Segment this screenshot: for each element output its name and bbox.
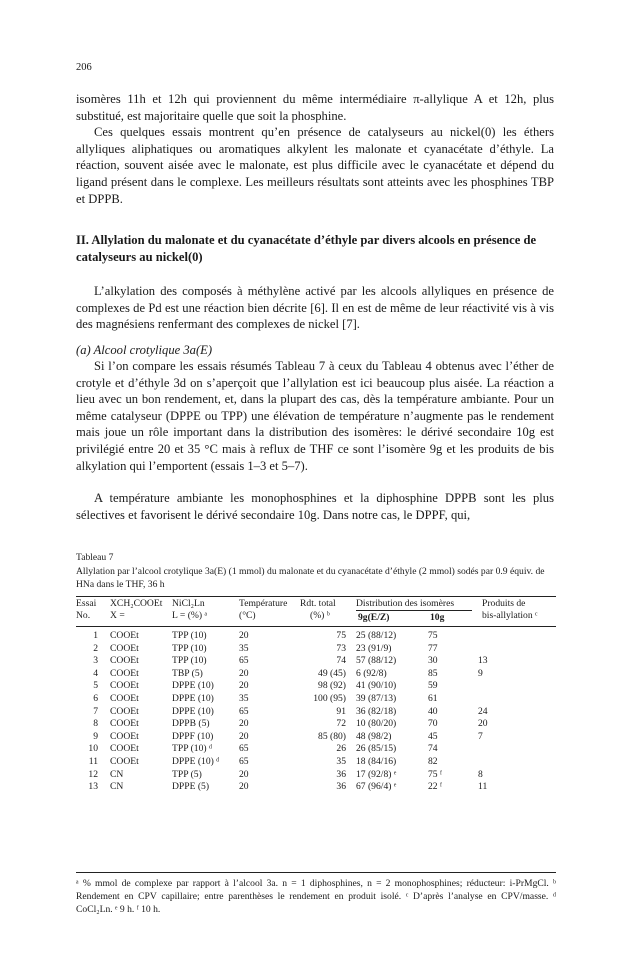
- cell-yield: 85 (80): [318, 730, 346, 742]
- cell-essai-no: 6: [93, 693, 98, 704]
- cell-yield: 72: [336, 718, 346, 730]
- table-row: [76, 680, 556, 692]
- cell-yield: 49 (45): [318, 667, 346, 679]
- cell-temperature: 20: [239, 730, 249, 742]
- table-header-rule: [76, 626, 556, 627]
- cell-isomer-10g: 61: [428, 693, 438, 704]
- subsection-heading: (a) Alcool crotylique 3a(E): [76, 343, 213, 357]
- cell-yield: 26: [336, 743, 346, 755]
- paragraph-4: [76, 358, 554, 474]
- cell-ligand: TBP (5): [172, 667, 203, 679]
- cell-essai-no: 4: [93, 667, 98, 679]
- cell-ligand: DPPE (10): [172, 680, 214, 692]
- paragraph-3-text: L’alkylation des composés à méthylène activé par les alcools allyliques en présence de complexes de Pd est une réaction bien décrite [6]. Il en est de même de leur réactivité vis à vis des magnésiens renfermant des complexes de nickel [7].: [76, 284, 554, 332]
- paragraph-2-text: Ces quelques essais montrent qu’en présence de catalyseurs au nickel(0) les éthers allyliques aliphatiques ou aromatiques alkylent les malonate et cyanacétate d’éthyle. La réaction, souvent aisée avec le malonate, est plus difficile avec le cyanacétate et dépend du ligand présent dans le complexe. Les meilleurs résultats sont atteints avec les phosphines TBP et DPPB.: [76, 125, 554, 206]
- section-heading: II. Allylation du malonate et du cyanacétate d’éthyle par divers alcools en présence de catalyseurs au nickel(0): [76, 233, 537, 264]
- table-row: [76, 769, 556, 781]
- header-x: X =: [110, 610, 125, 621]
- cell-essai-no: 8: [93, 718, 98, 730]
- table-row: [76, 693, 556, 705]
- cell-temperature: 65: [239, 705, 249, 717]
- page-number: 206: [76, 62, 92, 73]
- cell-temperature: 35: [239, 693, 249, 704]
- table-footnote: ᵃ % mmol de complexe par rapport à l’alcool 3a. n = 1 diphosphines, n = 2 monophosphines; réducteur: i-PrMgCl. ᵇ Rendement en CPV capillaire; entre parenthèses le rendement en produit isolé. ᶜ D’après l’analyse en CPV/masse. ᵈ CoCl₂Ln. ᵉ 9 h. ᶠ 10 h.: [76, 878, 556, 915]
- table-row: [76, 668, 556, 680]
- cell-temperature: 20: [239, 667, 249, 679]
- cell-isomer-10g: 40: [428, 705, 438, 717]
- cell-yield: 74: [336, 655, 346, 667]
- cell-isomer-10g: 22 ᶠ: [428, 781, 442, 793]
- cell-bis-allylation: 20: [478, 718, 488, 730]
- cell-x-group: COOEt: [110, 693, 139, 704]
- cell-yield: 73: [336, 642, 346, 654]
- table-row: [76, 706, 556, 718]
- table-bottom-rule: [76, 872, 556, 873]
- cell-ligand: DPPE (5): [172, 781, 210, 793]
- cell-isomer-9g: 41 (90/10): [356, 680, 397, 692]
- paragraph-5: [76, 490, 554, 523]
- header-xch: XCH₂COOEt: [110, 598, 163, 609]
- header-essai: Essai: [76, 598, 97, 609]
- cell-x-group: CN: [110, 768, 124, 780]
- cell-essai-no: 1: [93, 630, 98, 641]
- paragraph-4-text: Si l’on compare les essais résumés Tableau 7 à ceux du Tableau 4 obtenus avec l’éther de crotyle et d’éthyle 3d on s’aperçoit que l’allylation est ici beaucoup plus aisée. La réaction a lieu avec un bon rendement, et, dans la plupart des cas, dès la température ambiante. Pour un même catalyseur (DPPE ou TPP) une élévation de température n’augmente pas le rendement mais joue un rôle important dans la distribution des isomères: le dérivé secondaire 10g est privilégié entre 20 et 35 °C mais à reflux de THF ce sont l’isomère 9g et les produits de bis alkylation qui l’emportent (essais 1–3 et 5–7).: [76, 359, 554, 473]
- cell-yield: 36: [336, 768, 346, 780]
- cell-x-group: COOEt: [110, 655, 139, 667]
- cell-ligand: TPP (10) ᵈ: [172, 743, 212, 755]
- header-no: No.: [76, 610, 91, 621]
- header-bis-2: bis-allylation ᶜ: [482, 610, 538, 621]
- cell-essai-no: 10: [88, 743, 98, 755]
- table-caption: Allylation par l’alcool crotylique 3a(E) (1 mmol) du malonate et du cyanacétate d’éthyle (2 mmol) sodés par 0.9 équiv. de HNa dans le THF, 36 h: [76, 566, 545, 590]
- cell-essai-no: 3: [93, 655, 98, 667]
- table-top-rule: [76, 596, 556, 597]
- header-distribution: Distribution des isomères: [356, 598, 455, 609]
- cell-isomer-10g: 77: [428, 642, 438, 654]
- cell-temperature: 20: [239, 630, 249, 641]
- table-row: [76, 643, 556, 655]
- table-row: [76, 756, 556, 768]
- paragraph-1-text: isomères 11h et 12h qui proviennent du même intermédiaire π-allylique A et 12h, plus substitué, est majoritaire quelle que soit la phosphine.: [76, 92, 554, 123]
- cell-x-group: COOEt: [110, 630, 139, 641]
- paragraph-1: [76, 91, 554, 207]
- cell-ligand: TPP (10): [172, 642, 207, 654]
- cell-ligand: DPPB (5): [172, 718, 210, 730]
- cell-essai-no: 9: [93, 730, 98, 742]
- cell-essai-no: 7: [93, 705, 98, 717]
- cell-ligand: DPPE (10): [172, 693, 214, 704]
- cell-isomer-9g: 26 (85/15): [356, 743, 397, 755]
- cell-isomer-9g: 36 (82/18): [356, 705, 397, 717]
- header-l: L = (%) ᵃ: [172, 610, 208, 621]
- cell-temperature: 35: [239, 642, 249, 654]
- cell-isomer-10g: 85: [428, 667, 438, 679]
- cell-essai-no: 2: [93, 642, 98, 654]
- cell-isomer-10g: 74: [428, 743, 438, 755]
- cell-yield: 75: [336, 630, 346, 641]
- table-label: Tableau 7: [76, 552, 114, 563]
- cell-x-group: COOEt: [110, 756, 139, 767]
- header-temp: Température: [239, 598, 288, 609]
- cell-temperature: 20: [239, 680, 249, 692]
- cell-isomer-9g: 10 (80/20): [356, 718, 397, 730]
- cell-temperature: 65: [239, 655, 249, 667]
- cell-isomer-10g: 75: [428, 630, 438, 641]
- cell-temperature: 20: [239, 781, 249, 793]
- header-rdt-unit: (%) ᵇ: [310, 610, 330, 621]
- cell-isomer-9g: 17 (92/8) ᵉ: [356, 768, 397, 780]
- cell-isomer-9g: 6 (92/8): [356, 667, 387, 679]
- table-row: [76, 731, 556, 743]
- header-nicl: NiCl₂Ln: [172, 598, 205, 609]
- cell-isomer-10g: 59: [428, 680, 438, 692]
- cell-isomer-9g: 67 (96/4) ᵉ: [356, 781, 397, 793]
- cell-ligand: TPP (5): [172, 768, 202, 780]
- header-rdt: Rdt. total: [300, 598, 336, 609]
- cell-isomer-10g: 75 ᶠ: [428, 768, 442, 780]
- cell-isomer-9g: 39 (87/13): [356, 693, 397, 704]
- cell-ligand: DPPE (10): [172, 705, 214, 717]
- cell-yield: 36: [336, 781, 346, 793]
- cell-isomer-9g: 23 (91/9): [356, 642, 392, 654]
- cell-bis-allylation: 24: [478, 705, 488, 717]
- paragraph-5-text: A température ambiante les monophosphines et la diphosphine DPPB sont les plus sélectives et favorisent le dérivé secondaire 10g. Dans notre cas, le DPPF, qui,: [76, 491, 554, 522]
- cell-x-group: CN: [110, 781, 124, 793]
- cell-ligand: TPP (10): [172, 655, 207, 667]
- cell-ligand: DPPF (10): [172, 730, 214, 742]
- cell-yield: 100 (95): [313, 693, 346, 704]
- cell-isomer-9g: 57 (88/12): [356, 655, 397, 667]
- cell-essai-no: 5: [93, 680, 98, 692]
- cell-isomer-10g: 70: [428, 718, 438, 730]
- paragraph-3: [76, 283, 554, 333]
- table-row: [76, 655, 556, 667]
- cell-bis-allylation: 9: [478, 667, 483, 679]
- header-bis: Produits de: [482, 598, 526, 609]
- cell-yield: 98 (92): [318, 680, 346, 692]
- cell-bis-allylation: 8: [478, 768, 483, 780]
- cell-temperature: 20: [239, 718, 249, 730]
- cell-isomer-10g: 45: [428, 730, 438, 742]
- table-row: [76, 781, 556, 793]
- cell-ligand: DPPE (10) ᵈ: [172, 756, 220, 767]
- table-row: [76, 718, 556, 730]
- header-10g: 10g: [430, 612, 445, 623]
- cell-x-group: COOEt: [110, 680, 139, 692]
- cell-temperature: 65: [239, 756, 249, 767]
- header-temp-unit: (°C): [239, 610, 256, 621]
- cell-x-group: COOEt: [110, 667, 139, 679]
- cell-yield: 35: [336, 756, 346, 767]
- cell-bis-allylation: 7: [478, 730, 483, 742]
- table-row: [76, 630, 556, 642]
- cell-ligand: TPP (10): [172, 630, 207, 641]
- table-row: [76, 743, 556, 755]
- cell-bis-allylation: 13: [478, 655, 488, 667]
- cell-temperature: 20: [239, 768, 249, 780]
- cell-essai-no: 13: [88, 781, 98, 793]
- cell-isomer-10g: 30: [428, 655, 438, 667]
- cell-isomer-10g: 82: [428, 756, 438, 767]
- cell-isomer-9g: 48 (98/2): [356, 730, 392, 742]
- cell-x-group: COOEt: [110, 642, 139, 654]
- cell-essai-no: 12: [88, 768, 98, 780]
- cell-isomer-9g: 18 (84/16): [356, 756, 397, 767]
- distribution-rule: [356, 610, 472, 611]
- cell-x-group: COOEt: [110, 705, 139, 717]
- cell-bis-allylation: 11: [478, 781, 488, 793]
- cell-x-group: COOEt: [110, 730, 139, 742]
- cell-yield: 91: [336, 705, 346, 717]
- header-9g: 9g(E/Z): [358, 612, 390, 623]
- cell-temperature: 65: [239, 743, 249, 755]
- cell-isomer-9g: 25 (88/12): [356, 630, 397, 641]
- cell-x-group: COOEt: [110, 718, 139, 730]
- cell-x-group: COOEt: [110, 743, 139, 755]
- cell-essai-no: 11: [88, 756, 98, 767]
